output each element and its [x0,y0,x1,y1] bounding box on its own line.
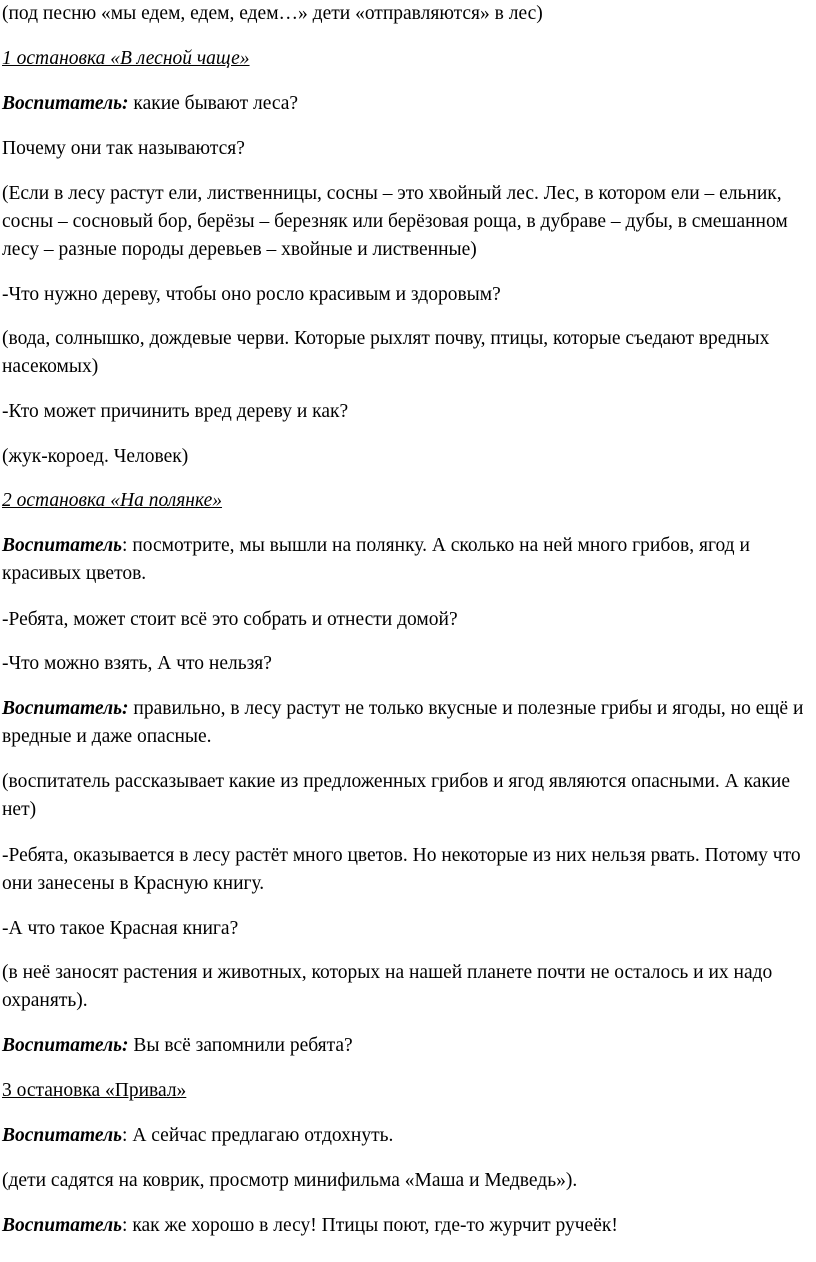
answer-paragraph [2,180,810,264]
answer-paragraph [2,443,810,471]
question-paragraph [2,606,810,634]
speech-paragraph [2,1122,810,1150]
speaker-label: Воспитатель: [2,93,129,114]
answer-paragraph [2,325,810,381]
speech-paragraph [2,1212,810,1240]
paragraph-text: -Что можно взять, А что нельзя? [2,653,272,674]
heading-text: 2 остановка «На полянке» [2,490,223,511]
section-heading-1 [2,45,810,73]
paragraph-text: Почему они так называются? [2,138,245,159]
speaker-label: Воспитатель [2,1125,123,1146]
speaker-label: Воспитатель [2,535,123,556]
paragraph-text: (вода, солнышко, дождевые черви. Которые рыхлят почву, птицы, которые съедают вредных насекомых) [2,328,770,377]
speech-text: : посмотрите, мы вышли на полянку. А сколько на ней много грибов, ягод и красивых цветов. [2,535,750,584]
speaker-label: Воспитатель: [2,698,129,719]
paragraph-text: -Что нужно дереву, чтобы оно росло красивым и здоровым? [2,284,501,305]
question-paragraph [2,915,810,943]
answer-paragraph [2,768,810,824]
question-paragraph [2,650,810,678]
paragraph-text: (под песню «мы едем, едем, едем…» дети «отправляются» в лес) [2,3,543,24]
speech-text: Вы всё запомнили ребята? [128,1035,353,1056]
question-paragraph [2,135,810,163]
paragraph-text: (Если в лесу растут ели, лиственницы, сосны – это хвойный лес. Лес, в котором ели – ельник, сосны – сосновый бор, берёзы – березняк или берёзовая роща, в дубраве – дубы, в смешанном лесу – разные породы деревьев – хвойные и лиственные) [2,183,788,260]
speech-paragraph [2,90,810,118]
paragraph-text: -Ребята, может стоит всё это собрать и отнести домой? [2,609,458,630]
heading-text: 3 остановка «Привал» [2,1080,187,1101]
paragraph-text: (жук-короед. Человек) [2,446,189,467]
statement-paragraph [2,842,810,898]
speech-paragraph [2,1032,810,1060]
speech-paragraph [2,695,810,751]
question-paragraph [2,281,810,309]
section-heading-2 [2,487,810,515]
speech-text: : как же хорошо в лесу! Птицы поют, где-то журчит ручеёк! [122,1215,618,1236]
intro-paragraph [2,0,810,28]
speaker-label: Воспитатель: [2,1035,129,1056]
speech-paragraph [2,532,810,588]
section-heading-3 [2,1077,810,1105]
speech-text: какие бывают леса? [128,93,299,114]
question-paragraph [2,398,810,426]
paragraph-text: -А что такое Красная книга? [2,918,239,939]
answer-paragraph [2,959,810,1015]
speech-text: правильно, в лесу растут не только вкусные и полезные грибы и ягоды, но ещё и вредные и даже опасные. [2,698,804,747]
speaker-label: Воспитатель [2,1215,123,1236]
heading-text: 1 остановка «В лесной чаще» [2,48,250,69]
paragraph-text: (в неё заносят растения и животных, которых на нашей планете почти не осталось и их надо охранять). [2,962,773,1011]
paragraph-text: -Ребята, оказывается в лесу растёт много цветов. Но некоторые из них нельзя рвать. Потому что они занесены в Красную книгу. [2,845,801,894]
paragraph-text: -Кто может причинить вред дереву и как? [2,401,349,422]
paragraph-text: (воспитатель рассказывает какие из предложенных грибов и ягод являются опасными. А какие нет) [2,771,790,820]
paragraph-text: (дети садятся на коврик, просмотр минифильма «Маша и Медведь»). [2,1170,578,1191]
answer-paragraph [2,1167,810,1195]
speech-text: : А сейчас предлагаю отдохнуть. [122,1125,394,1146]
